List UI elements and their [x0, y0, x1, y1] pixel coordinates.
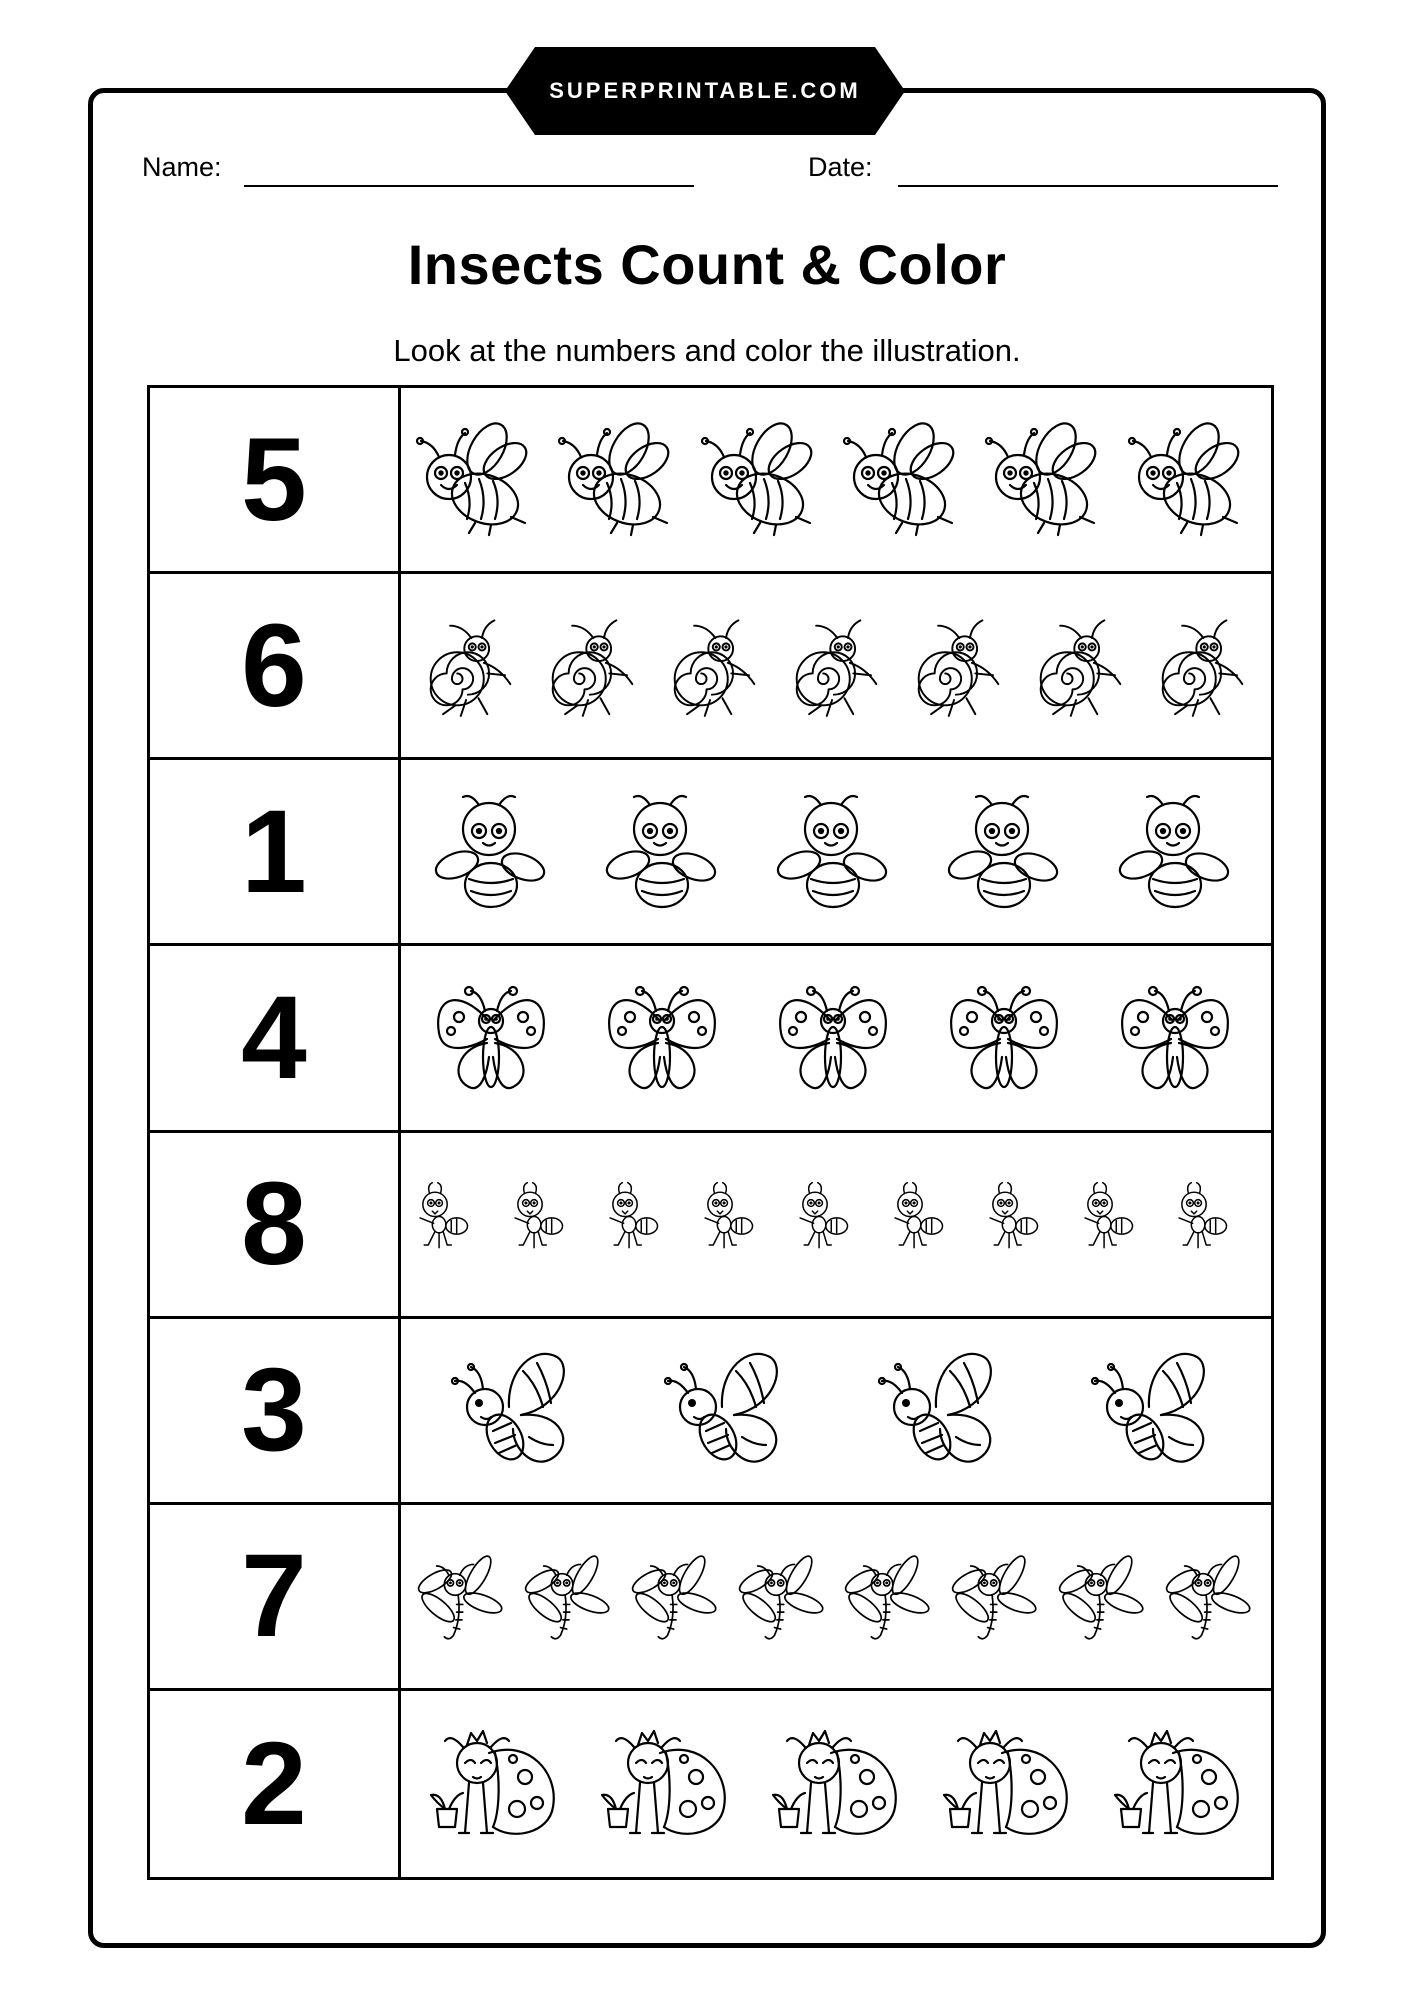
- number-cell: [150, 1505, 401, 1688]
- table-row: [150, 1691, 1271, 1877]
- bee-icon[interactable]: [415, 415, 545, 545]
- table-row: [150, 1133, 1271, 1319]
- dragonfly-icon[interactable]: [412, 1546, 512, 1646]
- ant-icon[interactable]: [982, 1180, 1070, 1268]
- illustration-cell: [401, 574, 1271, 757]
- illustration-cell: [401, 1133, 1271, 1316]
- count-number: 3: [241, 1344, 307, 1477]
- dragonfly-icon[interactable]: [626, 1546, 726, 1646]
- table-row: [150, 1319, 1271, 1505]
- count-table: [147, 385, 1274, 1880]
- count-number: 2: [241, 1717, 307, 1850]
- number-cell: [150, 946, 401, 1129]
- brand-text: SUPERPRINTABLE.COM: [549, 78, 861, 103]
- ant-icon[interactable]: [602, 1180, 690, 1268]
- table-row: [150, 1505, 1271, 1691]
- butterfly-icon[interactable]: [1113, 973, 1243, 1103]
- instruction-text: Look at the numbers and color the illustration.: [393, 333, 1021, 368]
- bee-icon[interactable]: [700, 415, 830, 545]
- side-butterfly-icon[interactable]: [664, 1345, 794, 1475]
- bee-icon[interactable]: [1127, 415, 1257, 545]
- ladybug-icon[interactable]: [942, 1719, 1072, 1849]
- illustration-cell: [401, 1505, 1271, 1688]
- worksheet-title: Insects Count & Color: [407, 233, 1007, 296]
- cute-bee-icon[interactable]: [600, 787, 730, 917]
- name-label: Name:: [142, 152, 222, 182]
- ladybug-icon[interactable]: [429, 1719, 559, 1849]
- number-cell: [150, 574, 401, 757]
- cute-bee-icon[interactable]: [942, 787, 1072, 917]
- bee-icon[interactable]: [557, 415, 687, 545]
- dragonfly-icon[interactable]: [733, 1546, 833, 1646]
- snail-icon[interactable]: [657, 608, 772, 723]
- ladybug-icon[interactable]: [1113, 1719, 1243, 1849]
- number-cell: [150, 388, 401, 571]
- count-number: 1: [241, 785, 307, 918]
- count-number: 8: [241, 1158, 307, 1291]
- number-cell: [150, 1319, 401, 1502]
- table-row: [150, 946, 1271, 1132]
- ant-icon[interactable]: [792, 1180, 880, 1268]
- number-cell: [150, 1691, 401, 1877]
- bee-icon[interactable]: [984, 415, 1114, 545]
- dragonfly-icon[interactable]: [839, 1546, 939, 1646]
- side-butterfly-icon[interactable]: [878, 1345, 1008, 1475]
- count-number: 5: [241, 413, 307, 546]
- ant-icon[interactable]: [507, 1180, 595, 1268]
- snail-icon[interactable]: [901, 608, 1016, 723]
- ant-icon[interactable]: [412, 1180, 500, 1268]
- side-butterfly-icon[interactable]: [1091, 1345, 1221, 1475]
- illustration-cell: [401, 946, 1271, 1129]
- illustration-cell: [401, 1319, 1271, 1502]
- table-row: [150, 574, 1271, 760]
- side-butterfly-icon[interactable]: [451, 1345, 581, 1475]
- snail-icon[interactable]: [413, 608, 528, 723]
- illustration-cell: [401, 1691, 1271, 1877]
- dragonfly-icon[interactable]: [1053, 1546, 1153, 1646]
- count-number: 4: [241, 971, 307, 1104]
- illustration-cell: [401, 760, 1271, 943]
- cute-bee-icon[interactable]: [429, 787, 559, 917]
- cute-bee-icon[interactable]: [771, 787, 901, 917]
- bee-icon[interactable]: [842, 415, 972, 545]
- illustration-cell: [401, 388, 1271, 571]
- ant-icon[interactable]: [697, 1180, 785, 1268]
- brand-badge: [505, 47, 905, 135]
- snail-icon[interactable]: [1023, 608, 1138, 723]
- number-cell: [150, 1133, 401, 1316]
- date-field-line[interactable]: [898, 185, 1278, 187]
- table-row: [150, 388, 1271, 574]
- name-field-line[interactable]: [244, 185, 694, 187]
- snail-icon[interactable]: [1145, 608, 1260, 723]
- ant-icon[interactable]: [1171, 1180, 1259, 1268]
- cute-bee-icon[interactable]: [1113, 787, 1243, 917]
- ant-icon[interactable]: [1077, 1180, 1165, 1268]
- snail-icon[interactable]: [779, 608, 894, 723]
- dragonfly-icon[interactable]: [1160, 1546, 1260, 1646]
- number-cell: [150, 760, 401, 943]
- snail-icon[interactable]: [535, 608, 650, 723]
- butterfly-icon[interactable]: [771, 973, 901, 1103]
- ant-icon[interactable]: [887, 1180, 975, 1268]
- table-row: [150, 760, 1271, 946]
- count-number: 6: [241, 599, 307, 732]
- count-number: 7: [241, 1530, 307, 1663]
- ladybug-icon[interactable]: [600, 1719, 730, 1849]
- butterfly-icon[interactable]: [429, 973, 559, 1103]
- butterfly-icon[interactable]: [942, 973, 1072, 1103]
- ladybug-icon[interactable]: [771, 1719, 901, 1849]
- dragonfly-icon[interactable]: [946, 1546, 1046, 1646]
- dragonfly-icon[interactable]: [519, 1546, 619, 1646]
- date-label: Date:: [808, 152, 873, 182]
- butterfly-icon[interactable]: [600, 973, 730, 1103]
